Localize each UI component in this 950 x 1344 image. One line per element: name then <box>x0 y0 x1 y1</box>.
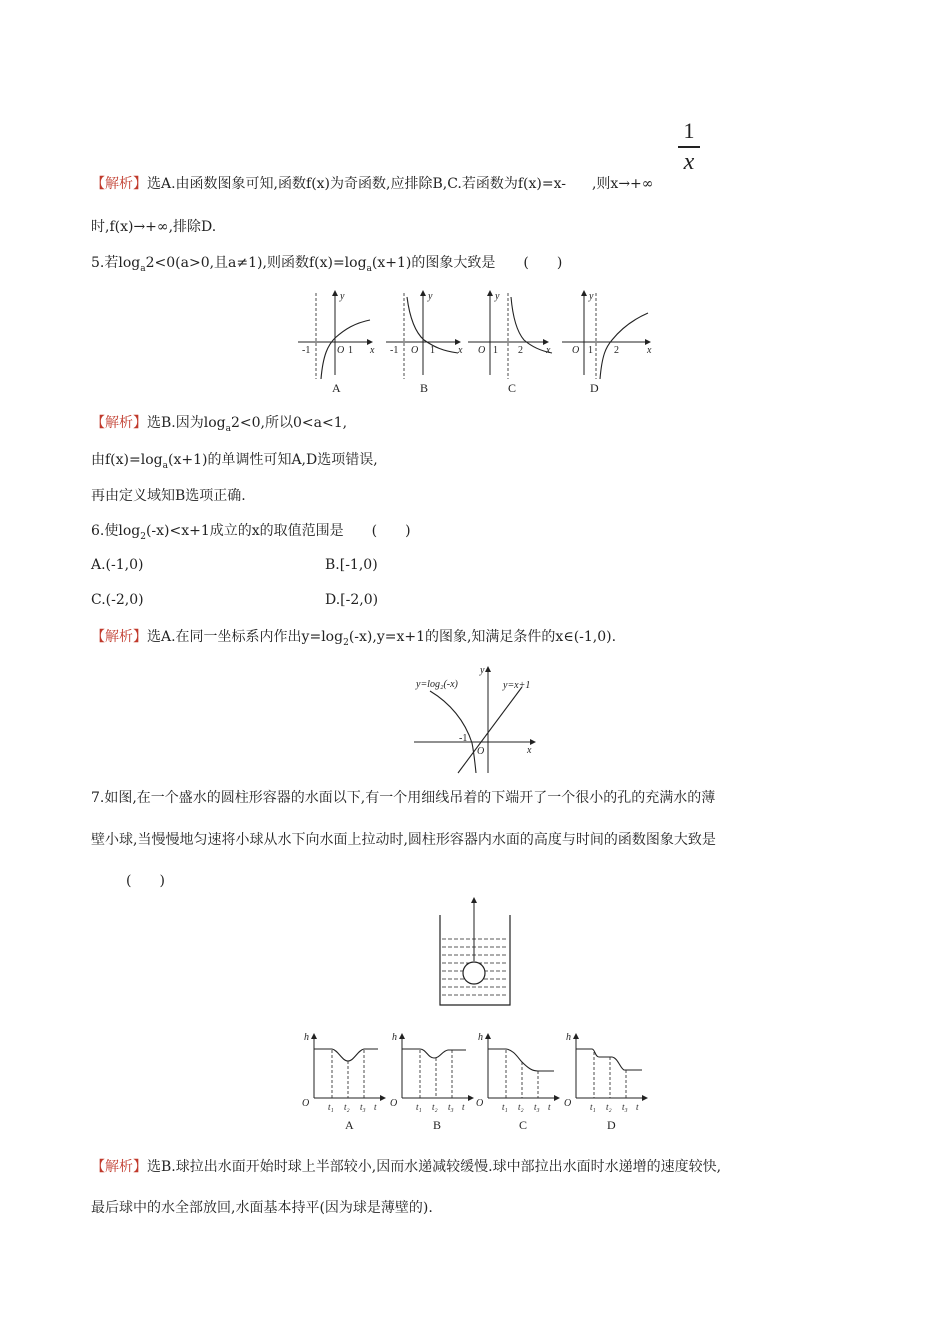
q5-stem-sub1: a <box>140 263 146 274</box>
axis-label-t: t <box>548 1102 551 1112</box>
tick-label-minus1: -1 <box>390 345 399 356</box>
label-log-curve: y=log₂(-x) <box>416 679 458 690</box>
q6-analysis-a: 选A.在同一坐标系内作出y=log <box>147 629 344 645</box>
origin-label: O <box>390 1098 398 1109</box>
fraction-denominator: x <box>683 148 695 175</box>
tick-t2: t₂ <box>518 1102 524 1112</box>
axis-label-h: h <box>478 1032 483 1043</box>
analysis-tag: 【解析】 <box>91 415 147 431</box>
q7-graph-b <box>390 1032 473 1132</box>
tick-t1: t₁ <box>502 1102 508 1112</box>
q7-analysis-line1 <box>91 1157 721 1177</box>
q5-analysis-l2a: 由f(x)=log <box>91 452 163 468</box>
axis-label-h: h <box>392 1032 397 1043</box>
axis-label-y: y <box>340 291 345 302</box>
origin-label: O <box>478 345 486 356</box>
tick-t1: t₁ <box>328 1102 334 1112</box>
tick-t2: t₂ <box>606 1102 612 1112</box>
tick-t3: t₃ <box>534 1102 540 1112</box>
tick-t2: t₂ <box>432 1102 438 1112</box>
tick-label-1: 1 <box>430 345 435 356</box>
graph-label-b: B <box>433 1118 442 1132</box>
q7-analysis-l1: 选B.球拉出水面开始时球上半部较小,因而水递减较缓慢.球中部拉出水面时水递增的速度较快, <box>147 1159 722 1175</box>
analysis-tag: 【解析】 <box>91 629 147 645</box>
q5-stem <box>91 253 562 279</box>
q5-analysis-line2 <box>91 450 378 476</box>
axis-label-x: x <box>458 345 463 356</box>
q6-stem-sub: 2 <box>140 531 146 542</box>
q5-graph-a <box>298 291 375 395</box>
q7-graph-d <box>564 1032 647 1132</box>
origin-label: O <box>411 345 419 356</box>
axis-label-x: x <box>546 345 551 356</box>
ball <box>463 962 485 984</box>
q6-graph-figure <box>410 663 545 775</box>
q5-graph-d <box>562 291 652 395</box>
origin-label: O <box>337 345 345 356</box>
q5-stem-mid: 2<0(a>0,且a≠1),则函数f(x)=log <box>145 255 367 271</box>
q5-graph-c <box>468 291 552 395</box>
q5-graphs-figure <box>290 285 660 400</box>
q4-analysis-line2: 时,f(x)→+∞,排除D. <box>91 219 217 235</box>
q5-analysis-line1 <box>91 413 347 439</box>
q5-stem-sub2: a <box>366 263 372 274</box>
q5-stem-a: 5.若log <box>91 255 141 271</box>
q7-graphs-figure <box>300 1028 650 1133</box>
q5-analysis-l1a: 选B.因为log <box>147 415 226 431</box>
q5-analysis-line3: 再由定义域知B选项正确. <box>91 488 246 504</box>
q6-option-b: B.[-1,0) <box>325 557 378 573</box>
axis-label-x: x <box>647 345 652 356</box>
q4-analysis-text-b: ,则x→+∞ <box>591 176 654 192</box>
graph-label-b: B <box>420 381 429 395</box>
q4-analysis-text-a: 选A.由函数图象可知,函数f(x)为奇函数,应排除B,C.若函数为f(x)=x- <box>147 176 566 192</box>
q7-stem-line3: ( ) <box>126 873 165 889</box>
tick-t2: t₂ <box>344 1102 350 1112</box>
label-line: y=x+1 <box>503 680 531 691</box>
q5-analysis-l2sub: a <box>162 460 168 471</box>
q7-stem-line1: 7.如图,在一个盛水的圆柱形容器的水面以下,有一个用细线吊着的下端开了一个很小的孔的充满水的薄 <box>91 790 716 806</box>
axis-label-y: y <box>589 291 594 302</box>
fraction-bar <box>678 146 700 148</box>
tick-label-2: 2 <box>518 345 523 356</box>
tick-label-1: 1 <box>348 345 353 356</box>
fraction-numerator: 1 <box>683 118 695 143</box>
origin-label: O <box>477 746 485 757</box>
cylinder-container <box>440 915 510 1005</box>
q6-stem <box>91 521 411 547</box>
axis-label-t: t <box>374 1102 377 1112</box>
origin-label: O <box>302 1098 310 1109</box>
q6-stem-b: (-x)<x+1成立的x的取值范围是 ( ) <box>145 523 411 539</box>
analysis-tag: 【解析】 <box>91 176 147 192</box>
graph-label-a: A <box>345 1118 354 1132</box>
axis-label-t: t <box>636 1102 639 1112</box>
axis-label-h: h <box>304 1032 309 1043</box>
graph-label-d: D <box>607 1118 616 1132</box>
q5-analysis-l2b: (x+1)的单调性可知A,D选项错误, <box>167 452 378 468</box>
q4-analysis-line1 <box>91 174 653 194</box>
graph-label-a: A <box>332 381 341 395</box>
tick-t1: t₁ <box>590 1102 596 1112</box>
axis-label-y: y <box>480 665 485 676</box>
tick-t1: t₁ <box>416 1102 422 1112</box>
q5-analysis-l1sub: a <box>225 423 231 434</box>
q7-stem-line2: 壁小球,当慢慢地匀速将小球从水下向水面上拉动时,圆柱形容器内水面的高度与时间的函数图象大致是 <box>91 832 716 848</box>
origin-label: O <box>572 345 580 356</box>
graph-label-d: D <box>590 381 599 395</box>
axis-label-x: x <box>370 345 375 356</box>
tick-label-1: 1 <box>493 345 498 356</box>
q7-container-figure <box>436 895 516 1007</box>
tick-t3: t₃ <box>448 1102 454 1112</box>
q7-graph-c <box>476 1032 559 1132</box>
q6-analysis <box>91 627 616 653</box>
analysis-tag: 【解析】 <box>91 1159 147 1175</box>
graph-label-c: C <box>519 1118 528 1132</box>
q6-analysis-sub: 2 <box>343 637 349 648</box>
line-y-x-plus-1 <box>458 687 522 773</box>
origin-label: O <box>476 1098 484 1109</box>
log-curve <box>430 691 476 773</box>
axis-label-t: t <box>462 1102 465 1112</box>
q5-graph-b <box>386 291 463 395</box>
q6-stem-a: 6.使log <box>91 523 141 539</box>
axis-label-y: y <box>428 291 433 302</box>
tick-t3: t₃ <box>360 1102 366 1112</box>
axis-label-h: h <box>566 1032 571 1043</box>
q7-graph-a <box>302 1032 385 1132</box>
q5-stem-end: (x+1)的图象大致是 ( ) <box>371 255 563 271</box>
q6-option-a: A.(-1,0) <box>91 557 144 573</box>
origin-label: O <box>564 1098 572 1109</box>
tick-t3: t₃ <box>622 1102 628 1112</box>
tick-label-minus1: -1 <box>459 733 468 744</box>
q7-analysis-line2: 最后球中的水全部放回,水面基本持平(因为球是薄壁的). <box>91 1200 433 1216</box>
graph-label-c: C <box>508 381 517 395</box>
axis-label-y: y <box>495 291 500 302</box>
tick-label-2: 2 <box>614 345 619 356</box>
tick-label-1: 1 <box>588 345 593 356</box>
q6-option-d: D.[-2,0) <box>325 592 379 608</box>
q6-analysis-b: (-x),y=x+1的图象,知满足条件的x∈(-1,0). <box>348 629 617 645</box>
tick-label-minus1: -1 <box>302 345 311 356</box>
fraction-one-over-x <box>678 118 700 174</box>
q5-analysis-l1b: 2<0,所以0<a<1, <box>230 415 348 431</box>
axis-label-x: x <box>527 745 532 756</box>
q6-option-c: C.(-2,0) <box>91 592 144 608</box>
